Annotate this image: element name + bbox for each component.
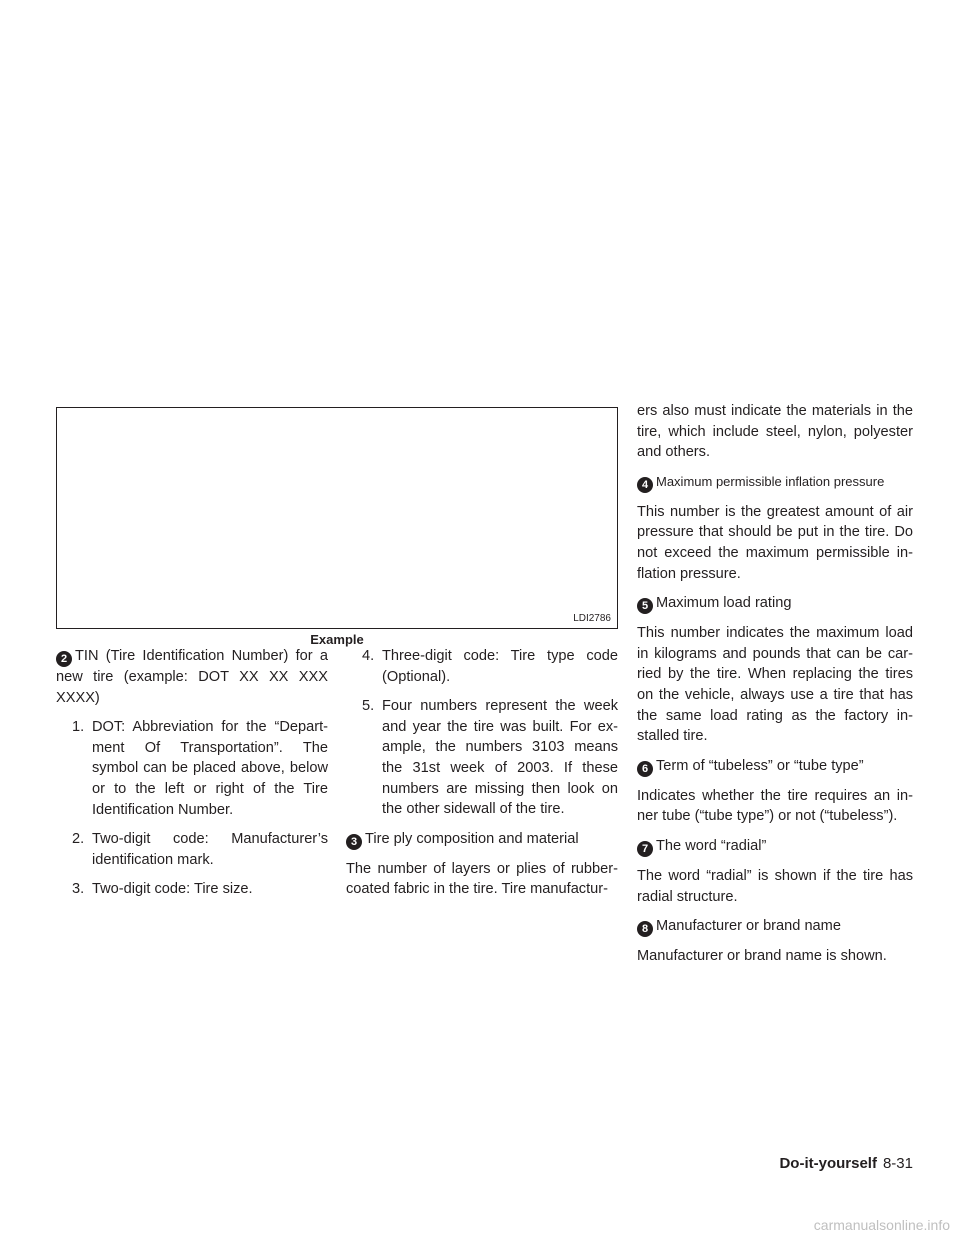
- item-5-heading: [637, 593, 913, 614]
- list-number: 2.: [72, 831, 85, 848]
- figure-code: LDI2786: [573, 613, 611, 624]
- item-3-heading: [346, 829, 618, 850]
- circled-number-8: 8: [637, 921, 653, 937]
- item-4-heading-text: Maximum permissible inflation pressure: [656, 473, 885, 489]
- column-1: [56, 646, 328, 909]
- item-3-text: The number of layers or plies of rubber- coated fabric in the tire. Tire manufactur-: [346, 860, 618, 898]
- figure-caption: Example: [310, 632, 364, 647]
- item-6-heading-text: Term of “tubeless” or “tube type”: [656, 757, 864, 774]
- section-name: Do-it-yourself: [779, 1155, 877, 1172]
- numbered-list-1: [56, 717, 328, 900]
- list-item: [56, 829, 328, 870]
- list-item: [346, 646, 618, 687]
- item-8-heading: [637, 916, 913, 937]
- item-6-heading: [637, 756, 913, 777]
- item-7-text: The word “radial” is shown if the tire has radial structure.: [637, 867, 913, 905]
- circled-number-6: 6: [637, 761, 653, 777]
- item-4-heading: [637, 472, 913, 493]
- circled-number-5: 5: [637, 598, 653, 614]
- item-5-heading-text: Maximum load rating: [656, 595, 792, 612]
- circled-number-7: 7: [637, 841, 653, 857]
- list-text: Two-digit code: Manufacturer’s identification mark.: [92, 831, 328, 868]
- item-5-text: This number indicates the maximum load in kilograms and pounds that can be car- ried by the tire. When replacing the tires on the vehicle, always use a tire that has the same load rating as the factory in- stalled tire.: [637, 625, 913, 745]
- item-8-heading-text: Manufacturer or brand name: [656, 918, 841, 935]
- item-7-heading-text: The word “radial”: [656, 837, 767, 854]
- page-number: 8-31: [882, 1155, 913, 1172]
- list-text: Four numbers represent the week and year the tire was built. For ex- ample, the numbers 3103 means the 31st week of 2003. If these numbers are missing then look on the other sidewall of the tire.: [382, 698, 618, 818]
- item-3-continued-text: ers also must indicate the materials in the tire, which include steel, nylon, polyester and others.: [637, 403, 913, 461]
- list-text: Three-digit code: Tire type code (Optional).: [382, 648, 618, 685]
- list-number: 4.: [362, 648, 375, 664]
- numbered-list-2: [346, 646, 618, 820]
- item-3-heading-text: Tire ply composition and material: [365, 830, 579, 847]
- list-text: DOT: Abbreviation for the “Depart- ment Of Transportation”. The symbol can be placed above, below or to the left or right of the Tire Identification Number.: [92, 719, 328, 818]
- column-3: [637, 401, 913, 976]
- item-4-text: This number is the greatest amount of air pressure that should be put in the tire. Do not exceed the maximum permissible in- flation pressure.: [637, 503, 913, 582]
- item-6-text: Indicates whether the tire requires an in- ner tube (“tube type”) or not (“tubeless”).: [637, 787, 913, 825]
- list-item: [346, 696, 618, 820]
- column-2: [346, 646, 618, 909]
- item-2-paragraph: [56, 646, 328, 708]
- watermark: carmanualsonline.info: [813, 1217, 950, 1234]
- list-item: [56, 717, 328, 820]
- list-number: 1.: [72, 719, 85, 736]
- figure-frame: [56, 407, 618, 629]
- item-2-text: TIN (Tire Identification Number) for a new tire (example: DOT XX XX XXX XXXX): [56, 648, 328, 706]
- circled-number-3: 3: [346, 834, 362, 850]
- list-number: 3.: [72, 881, 85, 898]
- item-8-text: Manufacturer or brand name is shown.: [637, 948, 887, 965]
- circled-number-2: 2: [56, 651, 72, 667]
- page-footer: [779, 1154, 913, 1174]
- list-number: 5.: [362, 698, 375, 715]
- circled-number-4: 4: [637, 477, 653, 493]
- list-item: [56, 879, 328, 900]
- item-7-heading: [637, 836, 913, 857]
- list-text: Two-digit code: Tire size.: [92, 881, 253, 898]
